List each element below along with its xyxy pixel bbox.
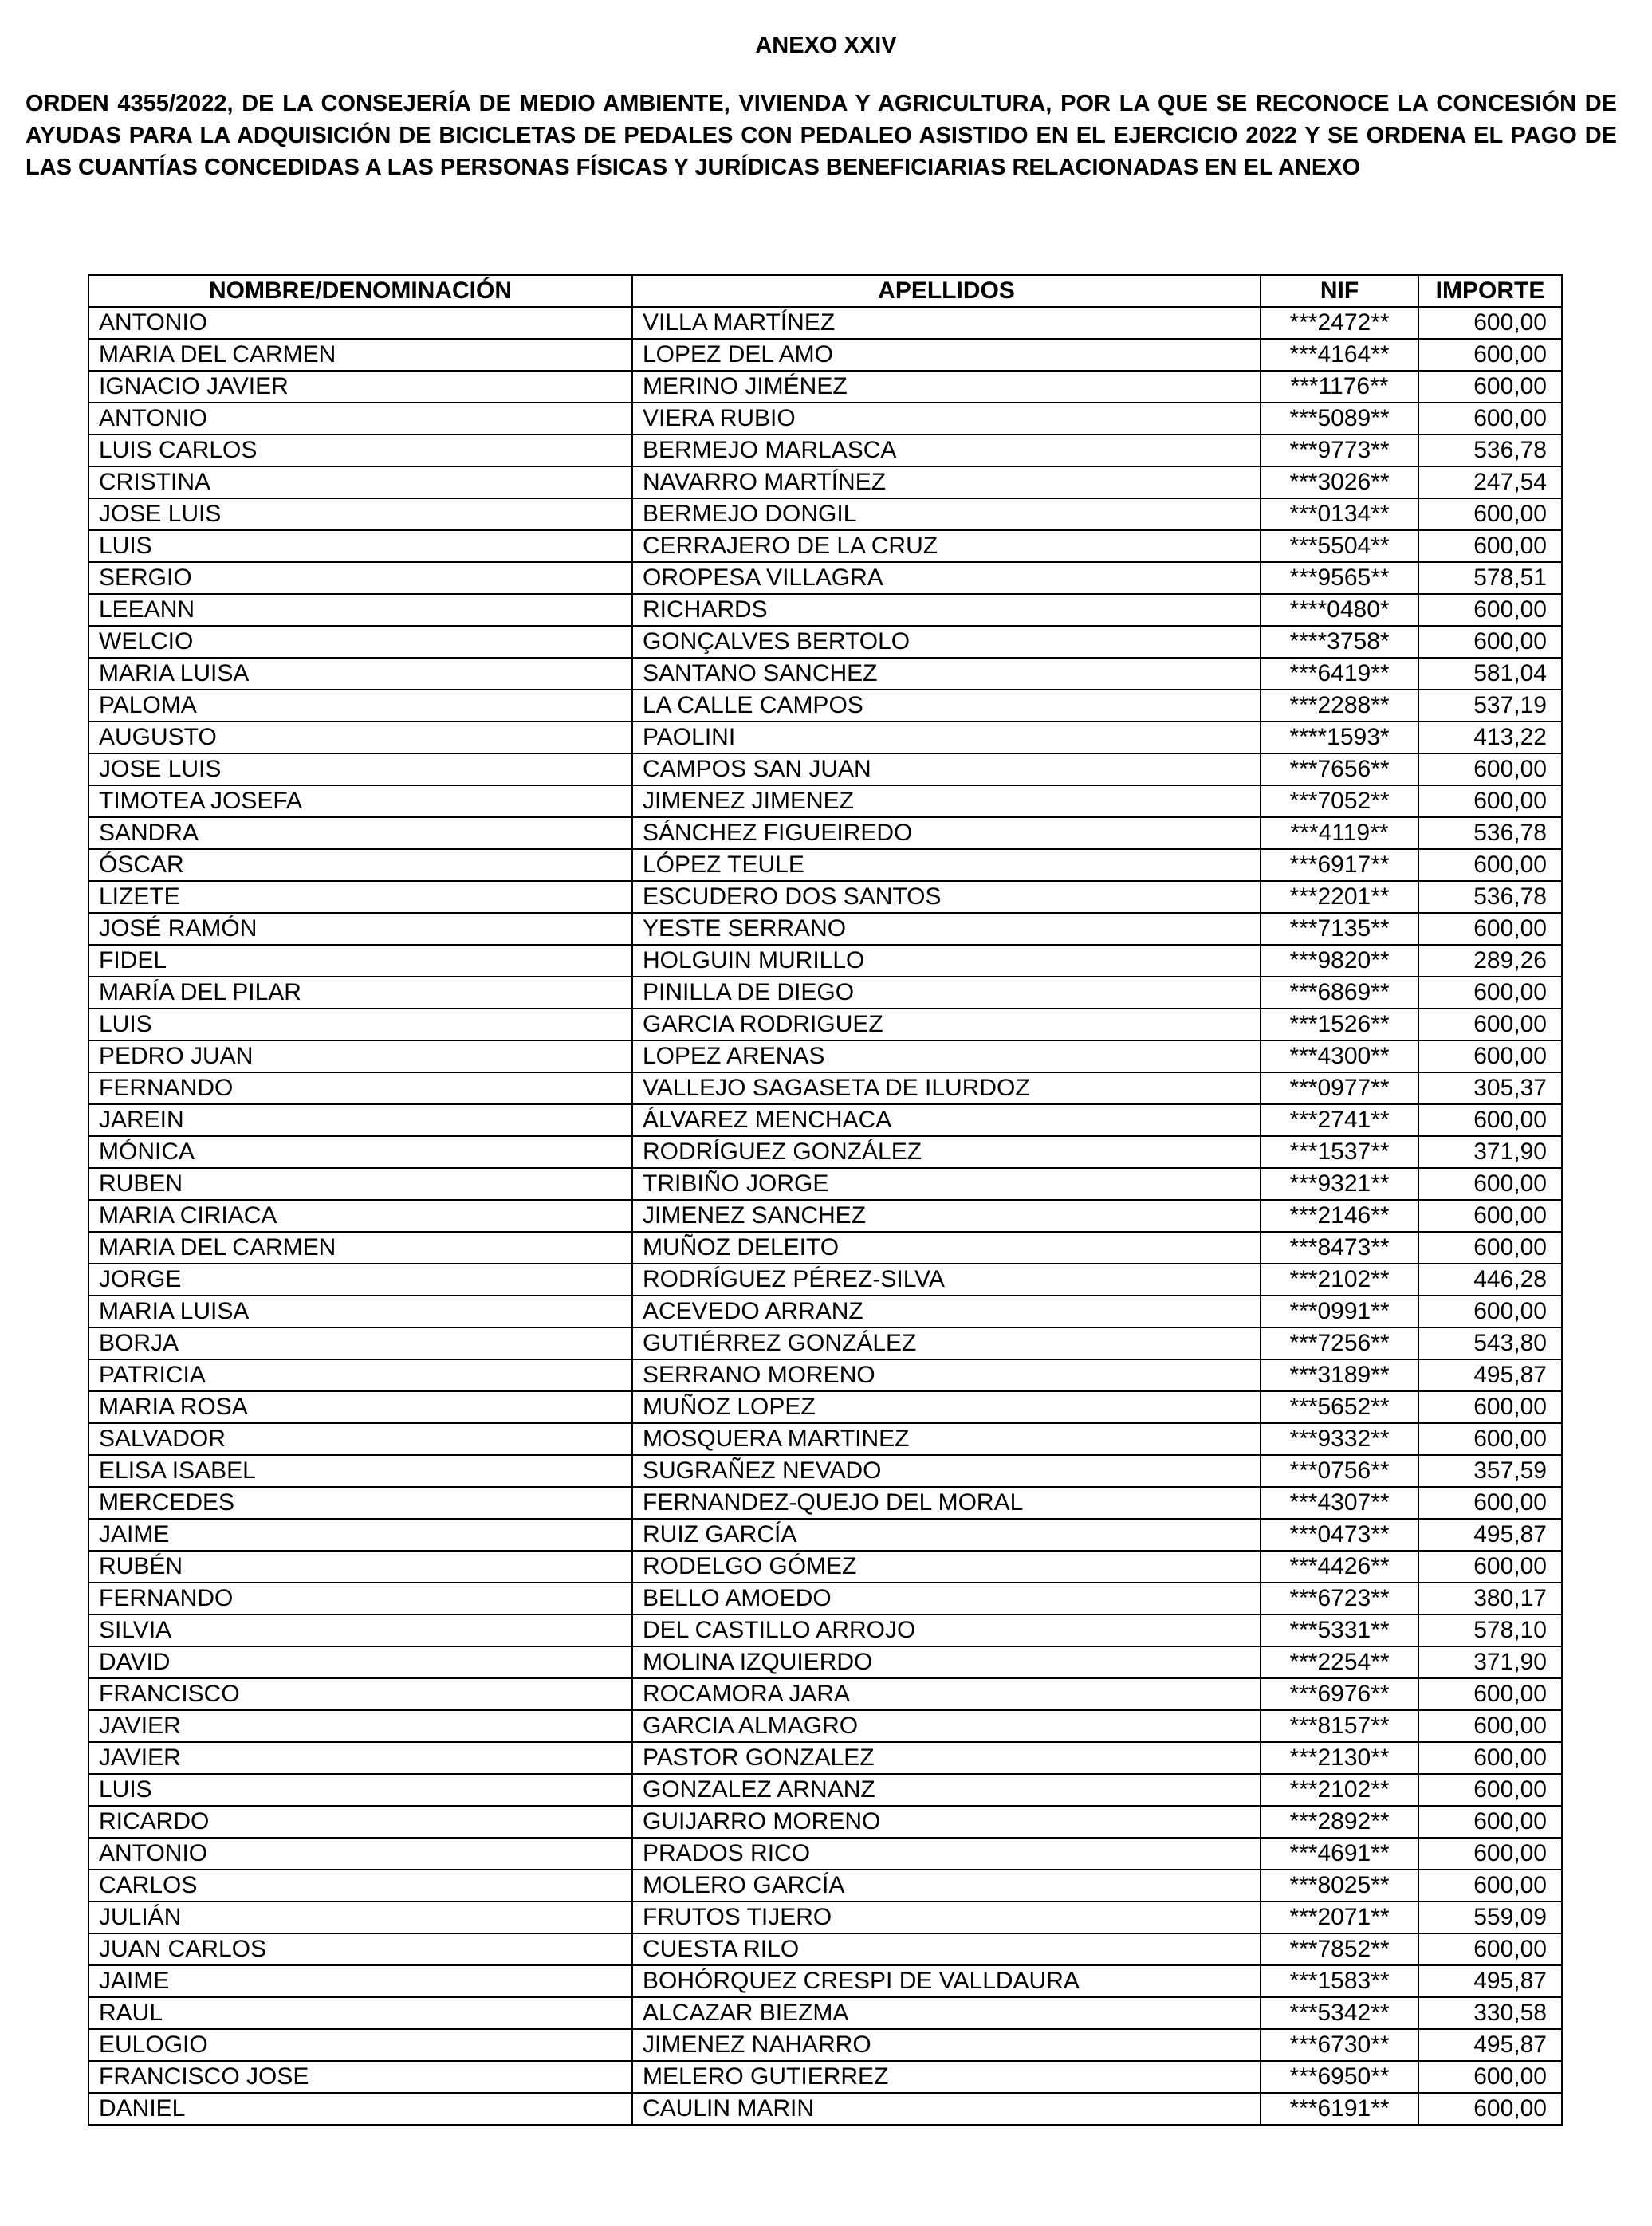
cell-nombre: LUIS [88,530,632,562]
cell-importe: 600,00 [1418,1232,1562,1264]
cell-apellidos: PASTOR GONZALEZ [632,1742,1261,1774]
cell-importe: 600,00 [1418,403,1562,435]
cell-apellidos: LOPEZ DEL AMO [632,339,1261,371]
cell-nombre: LUIS CARLOS [88,435,632,466]
cell-importe: 543,80 [1418,1327,1562,1359]
table-row [88,530,1562,562]
table-row [88,339,1562,371]
table-row [88,371,1562,403]
table-row [88,817,1562,849]
cell-nif: ***0991** [1261,1296,1418,1327]
table-row [88,498,1562,530]
cell-nif: ***2288** [1261,690,1418,722]
cell-apellidos: ÁLVAREZ MENCHACA [632,1104,1261,1136]
cell-nombre: IGNACIO JAVIER [88,371,632,403]
table-row [88,466,1562,498]
cell-apellidos: RODELGO GÓMEZ [632,1551,1261,1583]
cell-nombre: LEEANN [88,594,632,626]
cell-apellidos: FERNANDEZ-QUEJO DEL MORAL [632,1487,1261,1519]
cell-nif: ***3189** [1261,1359,1418,1391]
cell-apellidos: JIMENEZ NAHARRO [632,2029,1261,2061]
cell-importe: 600,00 [1418,1806,1562,1838]
cell-nombre: ELISA ISABEL [88,1455,632,1487]
cell-importe: 247,54 [1418,466,1562,498]
cell-apellidos: VILLA MARTÍNEZ [632,307,1261,339]
cell-apellidos: VALLEJO SAGASETA DE ILURDOZ [632,1072,1261,1104]
cell-importe: 578,10 [1418,1614,1562,1646]
cell-importe: 600,00 [1418,626,1562,658]
cell-importe: 600,00 [1418,530,1562,562]
cell-nombre: MERCEDES [88,1487,632,1519]
cell-nombre: DAVID [88,1646,632,1678]
cell-importe: 330,58 [1418,1997,1562,2029]
cell-nif: ***4426** [1261,1551,1418,1583]
cell-nombre: JAREIN [88,1104,632,1136]
table-row [88,403,1562,435]
cell-importe: 357,59 [1418,1455,1562,1487]
cell-apellidos: MOLINA IZQUIERDO [632,1646,1261,1678]
cell-nif: ***6419** [1261,658,1418,690]
table-row [88,1264,1562,1296]
cell-nombre: AUGUSTO [88,722,632,753]
cell-importe: 600,00 [1418,913,1562,945]
table-row [88,1359,1562,1391]
cell-apellidos: DEL CASTILLO ARROJO [632,1614,1261,1646]
cell-nif: ***7052** [1261,785,1418,817]
cell-nif: ***7135** [1261,913,1418,945]
cell-nif: ***2254** [1261,1646,1418,1678]
cell-nif: ***9332** [1261,1423,1418,1455]
cell-importe: 600,00 [1418,371,1562,403]
cell-apellidos: CAULIN MARIN [632,2093,1261,2125]
cell-nif: ***5652** [1261,1391,1418,1423]
cell-apellidos: CUESTA RILO [632,1933,1261,1965]
cell-nif: ***9321** [1261,1168,1418,1200]
cell-apellidos: LA CALLE CAMPOS [632,690,1261,722]
cell-nombre: JOSE LUIS [88,753,632,785]
cell-nif: ***8157** [1261,1710,1418,1742]
cell-nombre: CRISTINA [88,466,632,498]
cell-apellidos: BERMEJO MARLASCA [632,435,1261,466]
table-row [88,1614,1562,1646]
cell-nif: ***2146** [1261,1200,1418,1232]
table-row [88,913,1562,945]
cell-nif: ***6723** [1261,1583,1418,1614]
cell-importe: 289,26 [1418,945,1562,977]
cell-apellidos: GUTIÉRREZ GONZÁLEZ [632,1327,1261,1359]
cell-nif: ***5342** [1261,1997,1418,2029]
cell-apellidos: OROPESA VILLAGRA [632,562,1261,594]
cell-importe: 380,17 [1418,1583,1562,1614]
cell-apellidos: RUIZ GARCÍA [632,1519,1261,1551]
cell-nombre: PATRICIA [88,1359,632,1391]
cell-nombre: JOSE LUIS [88,498,632,530]
cell-importe: 495,87 [1418,2029,1562,2061]
cell-apellidos: CAMPOS SAN JUAN [632,753,1261,785]
table-row [88,1168,1562,1200]
table-row [88,1774,1562,1806]
cell-apellidos: BOHÓRQUEZ CRESPI DE VALLDAURA [632,1965,1261,1997]
cell-nombre: FERNANDO [88,1583,632,1614]
cell-nif: ***2102** [1261,1264,1418,1296]
cell-nombre: JOSÉ RAMÓN [88,913,632,945]
cell-importe: 413,22 [1418,722,1562,753]
cell-nombre: MARÍA DEL PILAR [88,977,632,1009]
table-row [88,1200,1562,1232]
cell-nif: ****0480* [1261,594,1418,626]
cell-nombre: MARIA ROSA [88,1391,632,1423]
cell-nombre: MARIA LUISA [88,658,632,690]
cell-nombre: RUBEN [88,1168,632,1200]
table-row [88,1232,1562,1264]
table-row [88,1965,1562,1997]
table-row [88,2093,1562,2125]
cell-nif: ***8025** [1261,1870,1418,1902]
cell-nombre: ANTONIO [88,1838,632,1870]
cell-nombre: MARIA DEL CARMEN [88,1232,632,1264]
cell-importe: 600,00 [1418,1710,1562,1742]
cell-importe: 446,28 [1418,1264,1562,1296]
cell-nombre: RUBÉN [88,1551,632,1583]
cell-apellidos: RICHARDS [632,594,1261,626]
cell-nif: ***9773** [1261,435,1418,466]
cell-nombre: SALVADOR [88,1423,632,1455]
cell-nombre: PEDRO JUAN [88,1040,632,1072]
cell-importe: 600,00 [1418,753,1562,785]
cell-nif: ***0756** [1261,1455,1418,1487]
cell-apellidos: MOLERO GARCÍA [632,1870,1261,1902]
table-row [88,1423,1562,1455]
cell-nif: ***2102** [1261,1774,1418,1806]
cell-nombre: ANTONIO [88,307,632,339]
table-row [88,1104,1562,1136]
cell-nombre: FRANCISCO JOSE [88,2061,632,2093]
cell-nombre: TIMOTEA JOSEFA [88,785,632,817]
header-nombre: NOMBRE/DENOMINACIÓN [88,275,632,307]
cell-apellidos: GARCIA ALMAGRO [632,1710,1261,1742]
cell-nombre: MARIA LUISA [88,1296,632,1327]
cell-nombre: FRANCISCO [88,1678,632,1710]
cell-nombre: JORGE [88,1264,632,1296]
beneficiaries-table [88,274,1563,2126]
cell-nif: ***2472** [1261,307,1418,339]
cell-nif: ***1526** [1261,1009,1418,1040]
cell-apellidos: SERRANO MORENO [632,1359,1261,1391]
table-row [88,785,1562,817]
cell-nif: ***4300** [1261,1040,1418,1072]
cell-importe: 600,00 [1418,1933,1562,1965]
cell-nif: ***6950** [1261,2061,1418,2093]
cell-importe: 537,19 [1418,690,1562,722]
cell-nif: ***5089** [1261,403,1418,435]
cell-apellidos: PINILLA DE DIEGO [632,977,1261,1009]
cell-apellidos: PAOLINI [632,722,1261,753]
cell-nombre: FERNANDO [88,1072,632,1104]
table-row [88,977,1562,1009]
table-row [88,435,1562,466]
table-row [88,2061,1562,2093]
table-row [88,2029,1562,2061]
table-row [88,1583,1562,1614]
cell-nombre: JAVIER [88,1742,632,1774]
cell-apellidos: GONÇALVES BERTOLO [632,626,1261,658]
cell-apellidos: ACEVEDO ARRANZ [632,1296,1261,1327]
cell-apellidos: GUIJARRO MORENO [632,1806,1261,1838]
cell-nombre: MARIA CIRIACA [88,1200,632,1232]
table-row [88,1933,1562,1965]
cell-nombre: BORJA [88,1327,632,1359]
cell-nif: ***0473** [1261,1519,1418,1551]
table-row [88,945,1562,977]
cell-nombre: SERGIO [88,562,632,594]
document-title: ANEXO XXIV [755,33,897,58]
cell-importe: 600,00 [1418,498,1562,530]
table-header-row [88,275,1562,307]
cell-importe: 600,00 [1418,1487,1562,1519]
cell-importe: 600,00 [1418,1168,1562,1200]
cell-importe: 600,00 [1418,1009,1562,1040]
cell-apellidos: NAVARRO MARTÍNEZ [632,466,1261,498]
cell-nif: ****1593* [1261,722,1418,753]
cell-nombre: CARLOS [88,1870,632,1902]
table-row [88,1678,1562,1710]
cell-apellidos: LÓPEZ TEULE [632,849,1261,881]
cell-nif: ***2892** [1261,1806,1418,1838]
document-subtitle: ORDEN 4355/2022, DE LA CONSEJERÍA DE MEDIO AMBIENTE, VIVIENDA Y AGRICULTURA, POR LA QUE SE RECONOCE LA CONCESIÓN DE AYUDAS PARA LA ADQUISICIÓN DE BICICLETAS DE PEDALES CON PEDALEO ASISTIDO EN EL EJERCICIO 2022 Y SE ORDENA EL PAGO DE LAS CUANTÍAS CONCEDIDAS A LAS PERSONAS FÍSICAS Y JURÍDICAS BENEFICIARIAS RELACIONADAS EN EL ANEXO [26,91,1617,180]
cell-nombre: JAIME [88,1519,632,1551]
cell-apellidos: TRIBIÑO JORGE [632,1168,1261,1200]
table-row [88,1806,1562,1838]
cell-importe: 495,87 [1418,1965,1562,1997]
cell-apellidos: ALCAZAR BIEZMA [632,1997,1261,2029]
cell-nif: ***5331** [1261,1614,1418,1646]
cell-apellidos: ROCAMORA JARA [632,1678,1261,1710]
cell-importe: 495,87 [1418,1359,1562,1391]
table-row [88,594,1562,626]
cell-nif: ***7852** [1261,1933,1418,1965]
table-row [88,1009,1562,1040]
cell-nif: ***4307** [1261,1487,1418,1519]
table-row [88,1902,1562,1933]
cell-nombre: EULOGIO [88,2029,632,2061]
cell-nif: ***6730** [1261,2029,1418,2061]
cell-nif: ***4691** [1261,1838,1418,1870]
cell-apellidos: BELLO AMOEDO [632,1583,1261,1614]
table-row [88,722,1562,753]
table-row [88,562,1562,594]
table-row [88,1519,1562,1551]
table-row [88,1870,1562,1902]
cell-nombre: ÓSCAR [88,849,632,881]
cell-importe: 305,37 [1418,1072,1562,1104]
cell-nif: ***6191** [1261,2093,1418,2125]
cell-importe: 600,00 [1418,1423,1562,1455]
cell-nombre: LUIS [88,1774,632,1806]
cell-nombre: RAUL [88,1997,632,2029]
cell-importe: 600,00 [1418,1742,1562,1774]
cell-nif: ***1537** [1261,1136,1418,1168]
cell-nif: ***2741** [1261,1104,1418,1136]
cell-importe: 581,04 [1418,658,1562,690]
cell-apellidos: MERINO JIMÉNEZ [632,371,1261,403]
table-row [88,1391,1562,1423]
table-row [88,1487,1562,1519]
cell-nif: ****3758* [1261,626,1418,658]
cell-apellidos: YESTE SERRANO [632,913,1261,945]
table-row [88,1838,1562,1870]
table-row [88,1072,1562,1104]
cell-importe: 600,00 [1418,2061,1562,2093]
cell-importe: 536,78 [1418,817,1562,849]
cell-nif: ***7656** [1261,753,1418,785]
cell-importe: 559,09 [1418,1902,1562,1933]
cell-nif: ***2071** [1261,1902,1418,1933]
cell-nombre: JUAN CARLOS [88,1933,632,1965]
cell-apellidos: ESCUDERO DOS SANTOS [632,881,1261,913]
table-row [88,1646,1562,1678]
cell-importe: 600,00 [1418,1678,1562,1710]
cell-nif: ***6976** [1261,1678,1418,1710]
cell-importe: 600,00 [1418,785,1562,817]
header-apellidos: APELLIDOS [632,275,1261,307]
cell-apellidos: BERMEJO DONGIL [632,498,1261,530]
cell-apellidos: VIERA RUBIO [632,403,1261,435]
cell-nif: ***4119** [1261,817,1418,849]
cell-nombre: FIDEL [88,945,632,977]
cell-nombre: PALOMA [88,690,632,722]
cell-apellidos: HOLGUIN MURILLO [632,945,1261,977]
cell-importe: 600,00 [1418,1296,1562,1327]
cell-apellidos: SANTANO SANCHEZ [632,658,1261,690]
cell-importe: 600,00 [1418,1551,1562,1583]
cell-nif: ***2130** [1261,1742,1418,1774]
cell-nif: ***3026** [1261,466,1418,498]
table-row [88,690,1562,722]
cell-nombre: LUIS [88,1009,632,1040]
table-row [88,1710,1562,1742]
cell-importe: 600,00 [1418,1040,1562,1072]
cell-apellidos: CERRAJERO DE LA CRUZ [632,530,1261,562]
cell-apellidos: SUGRAÑEZ NEVADO [632,1455,1261,1487]
header-nif: NIF [1261,275,1418,307]
cell-apellidos: GONZALEZ ARNANZ [632,1774,1261,1806]
table-row [88,1455,1562,1487]
cell-nombre: RICARDO [88,1806,632,1838]
cell-nif: ***1176** [1261,371,1418,403]
cell-importe: 600,00 [1418,1838,1562,1870]
cell-importe: 600,00 [1418,307,1562,339]
cell-nif: ***0977** [1261,1072,1418,1104]
cell-nif: ***9565** [1261,562,1418,594]
cell-importe: 536,78 [1418,435,1562,466]
cell-importe: 600,00 [1418,1104,1562,1136]
cell-importe: 600,00 [1418,1200,1562,1232]
cell-nif: ***7256** [1261,1327,1418,1359]
table-row [88,1551,1562,1583]
table-body [88,307,1562,2125]
cell-apellidos: MUÑOZ DELEITO [632,1232,1261,1264]
cell-apellidos: FRUTOS TIJERO [632,1902,1261,1933]
table-row [88,1136,1562,1168]
cell-importe: 371,90 [1418,1646,1562,1678]
cell-nombre: MARIA DEL CARMEN [88,339,632,371]
cell-importe: 600,00 [1418,849,1562,881]
cell-nombre: SILVIA [88,1614,632,1646]
cell-apellidos: RODRÍGUEZ PÉREZ-SILVA [632,1264,1261,1296]
cell-apellidos: LOPEZ ARENAS [632,1040,1261,1072]
table-row [88,1742,1562,1774]
cell-nif: ***0134** [1261,498,1418,530]
table-row [88,1296,1562,1327]
table-row [88,753,1562,785]
cell-apellidos: MELERO GUTIERREZ [632,2061,1261,2093]
cell-nif: ***8473** [1261,1232,1418,1264]
cell-apellidos: JIMENEZ JIMENEZ [632,785,1261,817]
cell-importe: 578,51 [1418,562,1562,594]
header-importe: IMPORTE [1418,275,1562,307]
table-row [88,849,1562,881]
cell-apellidos: GARCIA RODRIGUEZ [632,1009,1261,1040]
cell-nombre: JAVIER [88,1710,632,1742]
table-row [88,1040,1562,1072]
cell-importe: 600,00 [1418,594,1562,626]
cell-nif: ***5504** [1261,530,1418,562]
cell-nif: ***4164** [1261,339,1418,371]
table-row [88,307,1562,339]
cell-importe: 600,00 [1418,1870,1562,1902]
cell-nombre: DANIEL [88,2093,632,2125]
cell-importe: 600,00 [1418,2093,1562,2125]
cell-nif: ***1583** [1261,1965,1418,1997]
cell-importe: 536,78 [1418,881,1562,913]
cell-nombre: MÓNICA [88,1136,632,1168]
cell-nif: ***9820** [1261,945,1418,977]
cell-apellidos: MUÑOZ LOPEZ [632,1391,1261,1423]
table-row [88,626,1562,658]
cell-importe: 495,87 [1418,1519,1562,1551]
cell-apellidos: PRADOS RICO [632,1838,1261,1870]
cell-nif: ***6917** [1261,849,1418,881]
cell-nif: ***2201** [1261,881,1418,913]
table-row [88,1327,1562,1359]
cell-apellidos: MOSQUERA MARTINEZ [632,1423,1261,1455]
cell-nombre: WELCIO [88,626,632,658]
cell-nombre: LIZETE [88,881,632,913]
cell-nombre: JULIÁN [88,1902,632,1933]
table-row [88,1997,1562,2029]
cell-apellidos: SÁNCHEZ FIGUEIREDO [632,817,1261,849]
cell-nombre: SANDRA [88,817,632,849]
cell-apellidos: RODRÍGUEZ GONZÁLEZ [632,1136,1261,1168]
cell-importe: 600,00 [1418,1391,1562,1423]
cell-nif: ***6869** [1261,977,1418,1009]
cell-importe: 371,90 [1418,1136,1562,1168]
cell-importe: 600,00 [1418,339,1562,371]
table-row [88,881,1562,913]
table-row [88,658,1562,690]
cell-nombre: ANTONIO [88,403,632,435]
cell-importe: 600,00 [1418,977,1562,1009]
cell-importe: 600,00 [1418,1774,1562,1806]
cell-nombre: JAIME [88,1965,632,1997]
cell-apellidos: JIMENEZ SANCHEZ [632,1200,1261,1232]
